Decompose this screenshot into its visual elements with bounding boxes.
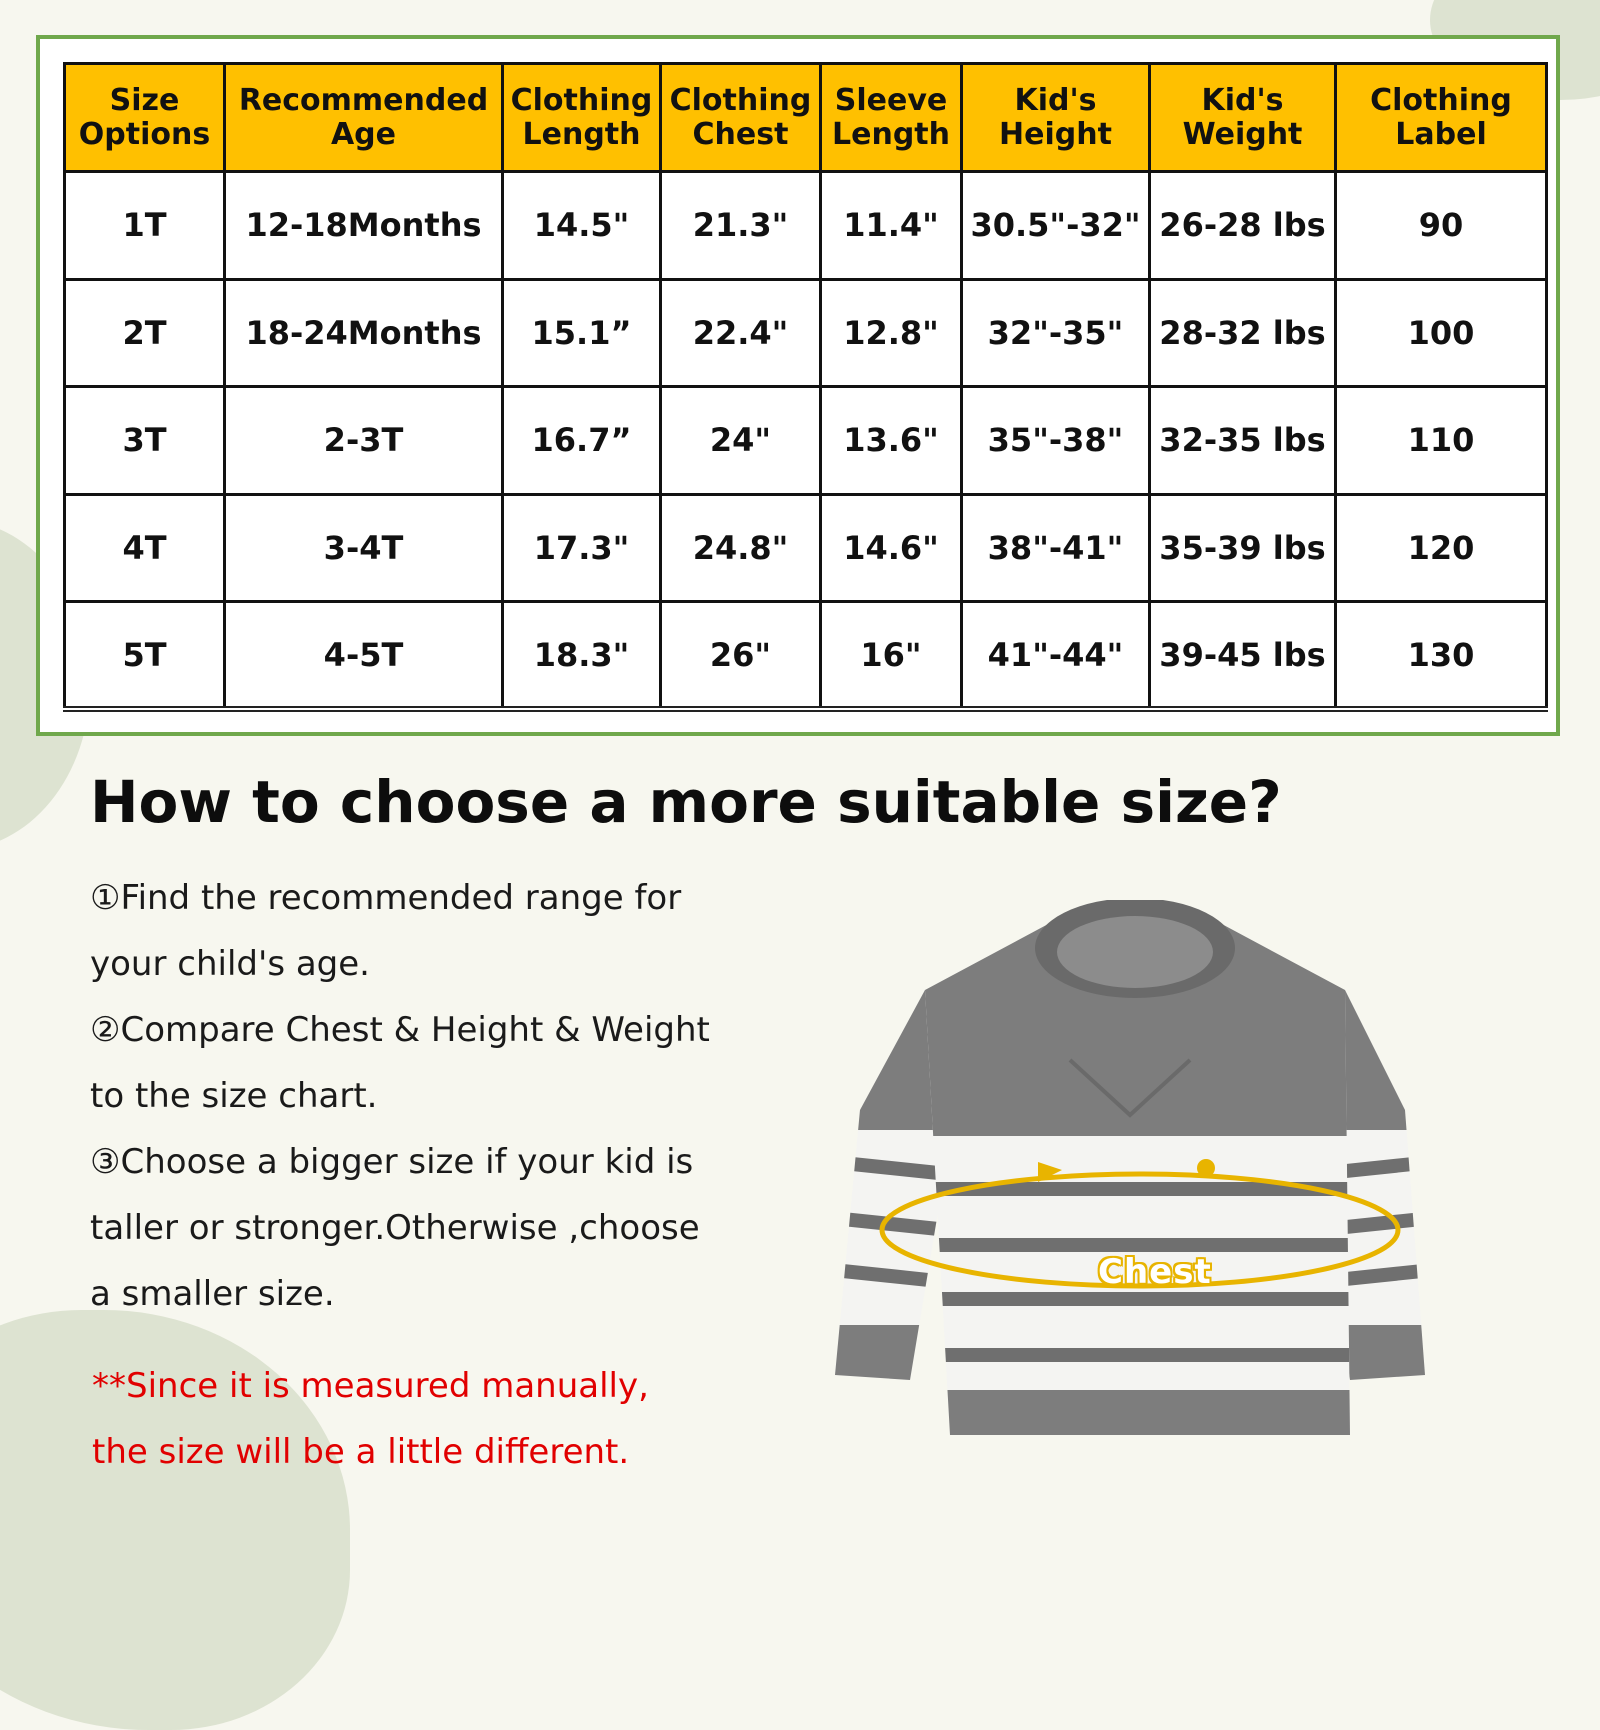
table-cell: 32"-35" — [962, 279, 1150, 387]
table-cell: 16.7” — [503, 387, 661, 495]
table-cell: 24" — [661, 387, 821, 495]
table-cell: 26" — [661, 602, 821, 710]
table-cell: 13.6" — [821, 387, 962, 495]
table-cell: 28-32 lbs — [1150, 279, 1336, 387]
guide-step-line: ②Compare Chest & Height & Weight — [90, 1010, 710, 1050]
column-header — [503, 64, 661, 172]
table-cell: 11.4" — [821, 172, 962, 280]
table-cell: 26-28 lbs — [1150, 172, 1336, 280]
table-cell: 3-4T — [225, 494, 503, 602]
note-line: **Since it is measured manually, — [92, 1366, 649, 1406]
table-cell: 2T — [65, 279, 225, 387]
guide-step-line: ③Choose a bigger size if your kid is — [90, 1142, 694, 1182]
size-chart-frame — [36, 35, 1560, 736]
table-cell: 17.3" — [503, 494, 661, 602]
table-cell: 18.3" — [503, 602, 661, 710]
table-cell: 110 — [1336, 387, 1547, 495]
table-cell: 1T — [65, 172, 225, 280]
column-header-line: Age — [330, 116, 397, 152]
table-cell: 120 — [1336, 494, 1547, 602]
column-header — [821, 64, 962, 172]
column-header-line: Options — [78, 116, 211, 152]
column-header-line: Label — [1395, 116, 1487, 152]
table-cell: 16" — [821, 602, 962, 710]
table-cell: 14.6" — [821, 494, 962, 602]
table-cell: 90 — [1336, 172, 1547, 280]
table-cell: 39-45 lbs — [1150, 602, 1336, 710]
table-cell: 41"-44" — [962, 602, 1150, 710]
table-cell: 30.5"-32" — [962, 172, 1150, 280]
column-header-line: Kid's — [1014, 82, 1097, 118]
column-header-line: Length — [832, 116, 950, 152]
table-cell: 100 — [1336, 279, 1547, 387]
table-cell: 38"-41" — [962, 494, 1150, 602]
table-cell: 15.1” — [503, 279, 661, 387]
guide-step-line: a smaller size. — [90, 1274, 335, 1314]
column-header-line: Clothing — [669, 82, 812, 118]
striped-sweater-illustration — [830, 900, 1430, 1460]
guide-step-line: your child's age. — [90, 944, 370, 984]
guide-title: How to choose a more suitable size? — [90, 768, 1282, 836]
table-cell: 2-3T — [225, 387, 503, 495]
column-header-line: Height — [999, 116, 1112, 152]
column-header-line: Chest — [692, 116, 789, 152]
column-header-line: Kid's — [1201, 82, 1284, 118]
note-line: the size will be a little different. — [92, 1432, 630, 1472]
table-body — [65, 172, 1547, 710]
column-header-line: Size — [109, 82, 180, 118]
column-header-line: Sleeve — [834, 82, 948, 118]
table-header-row — [65, 64, 1547, 172]
table-cell: 12.8" — [821, 279, 962, 387]
table-row — [65, 602, 1547, 710]
table-row — [65, 279, 1547, 387]
table-cell: 5T — [65, 602, 225, 710]
table-cell: 22.4" — [661, 279, 821, 387]
chest-label: Chest — [1098, 1252, 1212, 1292]
table-row — [65, 494, 1547, 602]
column-header — [962, 64, 1150, 172]
table-cell: 24.8" — [661, 494, 821, 602]
table-cell: 35"-38" — [962, 387, 1150, 495]
column-header-line: Clothing — [510, 82, 653, 118]
column-header — [225, 64, 503, 172]
table-cell: 18-24Months — [225, 279, 503, 387]
column-header — [1336, 64, 1547, 172]
column-header — [65, 64, 225, 172]
table-cell: 4T — [65, 494, 225, 602]
table-cell: 14.5" — [503, 172, 661, 280]
table-cell: 21.3" — [661, 172, 821, 280]
column-header-line: Length — [522, 116, 641, 152]
guide-step-line: to the size chart. — [90, 1076, 378, 1116]
table-row — [65, 172, 1547, 280]
table-row — [65, 387, 1547, 495]
column-header-line: Recommended — [238, 82, 489, 118]
table-cell: 35-39 lbs — [1150, 494, 1336, 602]
table-cell: 130 — [1336, 602, 1547, 710]
column-header — [661, 64, 821, 172]
measurement-note — [92, 1368, 649, 1500]
table-cell: 32-35 lbs — [1150, 387, 1336, 495]
guide-step-line: ①Find the recommended range for — [90, 878, 682, 918]
guide-steps — [90, 880, 770, 1342]
table-cell: 12-18Months — [225, 172, 503, 280]
column-header-line: Weight — [1182, 116, 1303, 152]
table-cell: 4-5T — [225, 602, 503, 710]
column-header-line: Clothing — [1370, 82, 1512, 118]
table-cell: 3T — [65, 387, 225, 495]
column-header — [1150, 64, 1336, 172]
size-chart-table — [63, 62, 1548, 712]
guide-step-line: taller or stronger.Otherwise ,choose — [90, 1208, 700, 1248]
